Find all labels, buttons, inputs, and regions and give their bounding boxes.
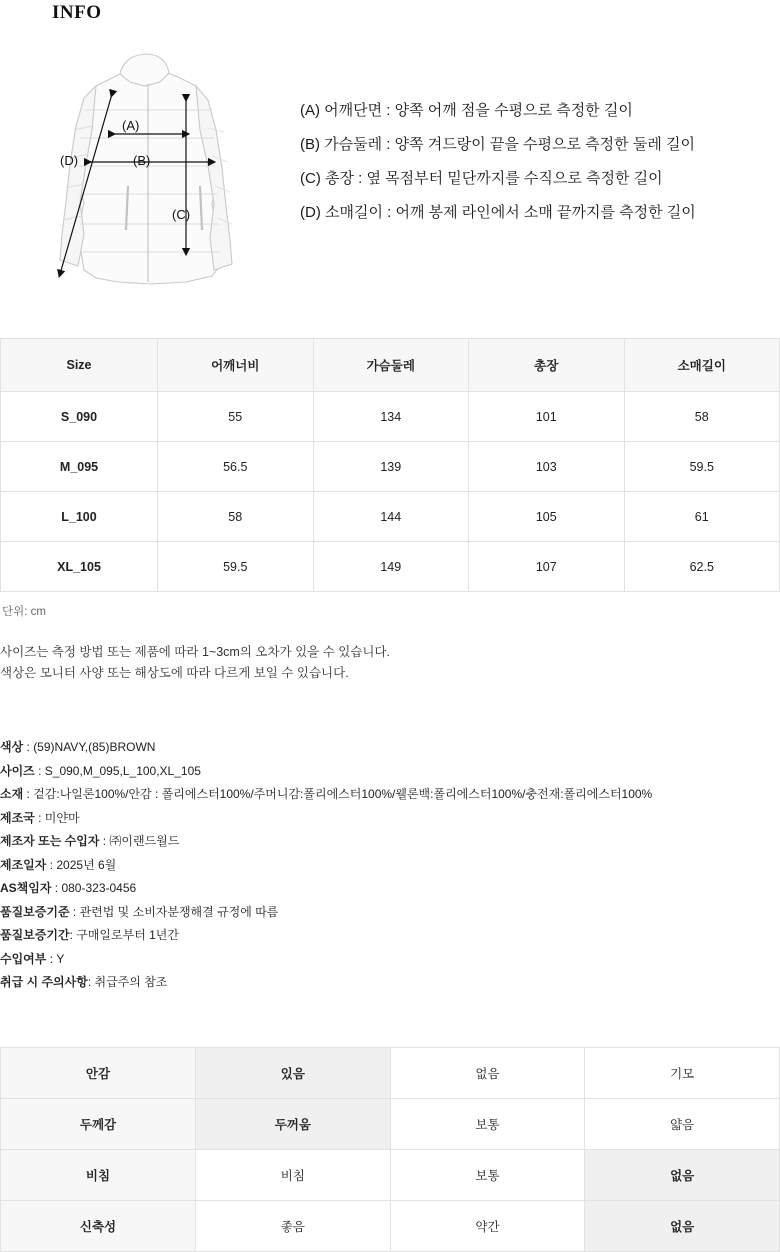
spec-value: : 미얀마 — [34, 810, 80, 825]
table-row-thickness — [1, 1098, 780, 1149]
table-row — [1, 492, 780, 542]
spec-list — [0, 736, 780, 995]
page-title: INFO — [52, 2, 102, 23]
spec-label: AS책임자 — [0, 881, 52, 895]
measurement-notes — [0, 642, 780, 684]
shoulder-cell: 59.5 — [158, 542, 314, 592]
measurement-legend — [300, 34, 780, 238]
size-table-header-shoulder: 어깨너비 — [158, 339, 314, 392]
spec-value: : 관련법 및 소비자분쟁해결 규정에 따름 — [69, 904, 279, 919]
table-row-elasticity — [1, 1200, 780, 1251]
spec-label: 수입여부 — [0, 951, 47, 966]
legend-text-c: 총장 : 옆 목점부터 밑단까지를 수직으로 측정한 길이 — [325, 170, 663, 187]
shoulder-cell: 55 — [158, 392, 314, 442]
spec-value: : 겉감:나일론100%/안감 : 폴리에스터100%/주머니감:폴리에스터100%/웰론백:폴리에스터100%/충전재:폴리에스터100% — [23, 787, 653, 801]
length-cell: 107 — [469, 542, 625, 592]
marker-a-label: (A) — [122, 118, 140, 133]
size-table-header-size: Size — [1, 339, 158, 392]
spec-label: 색상 — [0, 740, 24, 754]
size-cell: L_100 — [1, 492, 158, 542]
attr-option-elasticity-1: 약간 — [390, 1200, 585, 1251]
chest-cell: 149 — [313, 542, 469, 592]
attr-option-elasticity-0: 좋음 — [196, 1200, 391, 1251]
attr-option-lining-2: 기모 — [585, 1047, 780, 1098]
attr-label-lining: 안감 — [1, 1047, 196, 1098]
size-cell: M_095 — [1, 442, 158, 492]
spec-value: : (59)NAVY,(85)BROWN — [23, 740, 156, 754]
attr-option-lining-1: 없음 — [390, 1047, 585, 1098]
attr-option-sheerness-1: 보통 — [390, 1149, 585, 1200]
size-table-header-row — [1, 339, 780, 392]
legend-tag-a: (A) — [300, 102, 320, 119]
spec-value: : 2025년 6월 — [46, 857, 117, 872]
table-row — [1, 542, 780, 592]
attr-label-sheerness: 비침 — [1, 1149, 196, 1200]
spec-row-care — [0, 971, 780, 995]
note-line-2: 색상은 모니터 사양 또는 해상도에 따라 다르게 보일 수 있습니다. — [0, 666, 349, 680]
attr-option-sheerness-0: 비침 — [196, 1149, 391, 1200]
spec-row-manufacture-date — [0, 854, 780, 878]
chest-cell: 144 — [313, 492, 469, 542]
legend-tag-d: (D) — [300, 204, 321, 221]
size-cell: XL_105 — [1, 542, 158, 592]
legend-text-a: 어깨단면 : 양쪽 어깨 점을 수평으로 측정한 길이 — [324, 102, 633, 119]
spec-value: : 취급주의 참조 — [87, 975, 168, 989]
spec-value: : 구매일로부터 1년간 — [69, 928, 179, 942]
legend-item-c — [300, 170, 780, 187]
sleeve-cell: 62.5 — [624, 542, 780, 592]
table-row-lining — [1, 1047, 780, 1098]
attr-option-sheerness-2: 없음 — [585, 1149, 780, 1200]
size-table-header-sleeve: 소매길이 — [624, 339, 780, 392]
spec-value: : S_090,M_095,L_100,XL_105 — [34, 763, 201, 778]
attr-label-thickness: 두께감 — [1, 1098, 196, 1149]
chest-cell: 139 — [313, 442, 469, 492]
marker-c-label: (C) — [172, 207, 191, 222]
attr-option-thickness-1: 보통 — [390, 1098, 585, 1149]
jacket-diagram — [0, 34, 300, 309]
attribute-table — [0, 1047, 780, 1252]
attr-option-thickness-2: 얇음 — [585, 1098, 780, 1149]
spec-label: 품질보증기간 — [0, 928, 70, 942]
shoulder-cell: 58 — [158, 492, 314, 542]
sleeve-cell: 59.5 — [624, 442, 780, 492]
legend-text-b: 가슴둘레 : 양쪽 겨드랑이 끝을 수평으로 측정한 둘레 길이 — [324, 136, 695, 153]
legend-item-a — [300, 102, 780, 119]
table-row — [1, 392, 780, 442]
spec-label: 사이즈 — [0, 763, 35, 778]
sleeve-cell: 58 — [624, 392, 780, 442]
attr-option-elasticity-2: 없음 — [585, 1200, 780, 1251]
spec-value: : 080-323-0456 — [51, 881, 137, 895]
diagram-section — [0, 24, 780, 304]
spec-label: 소재 — [0, 787, 24, 801]
note-line-1: 사이즈는 측정 방법 또는 제품에 따라 1~3cm의 오차가 있을 수 있습니다. — [0, 645, 391, 659]
spec-row-warranty-period — [0, 924, 780, 948]
legend-tag-b: (B) — [300, 136, 320, 153]
legend-text-d: 소매길이 : 어깨 봉제 라인에서 소매 끝까지를 측정한 길이 — [325, 204, 696, 221]
sleeve-cell: 61 — [624, 492, 780, 542]
size-cell: S_090 — [1, 392, 158, 442]
marker-b-label: (B) — [133, 153, 151, 168]
legend-tag-c: (C) — [300, 170, 321, 187]
marker-d-label: (D) — [60, 153, 79, 168]
spec-value: : ㈜이랜드월드 — [99, 834, 180, 848]
spec-row-color — [0, 736, 780, 760]
length-cell: 105 — [469, 492, 625, 542]
spec-row-as-contact — [0, 877, 780, 901]
jacket-illustration-svg — [0, 34, 300, 304]
spec-label: 제조자 또는 수입자 — [0, 834, 100, 848]
spec-value: : Y — [46, 951, 65, 966]
length-cell: 101 — [469, 392, 625, 442]
spec-row-import — [0, 948, 780, 972]
table-row-sheerness — [1, 1149, 780, 1200]
attr-option-lining-0: 있음 — [196, 1047, 391, 1098]
size-table-header-length: 총장 — [469, 339, 625, 392]
legend-item-d — [300, 204, 780, 221]
spec-label: 취급 시 주의사항 — [0, 975, 88, 989]
spec-label: 제조국 — [0, 810, 35, 825]
table-row — [1, 442, 780, 492]
length-cell: 103 — [469, 442, 625, 492]
spec-label: 제조일자 — [0, 857, 47, 872]
spec-row-material — [0, 783, 780, 807]
spec-row-size — [0, 760, 780, 784]
legend-item-b — [300, 136, 780, 153]
spec-row-warranty-standard — [0, 901, 780, 925]
spec-row-country — [0, 807, 780, 831]
unit-note: 단위: cm — [2, 606, 46, 618]
chest-cell: 134 — [313, 392, 469, 442]
attr-label-elasticity: 신축성 — [1, 1200, 196, 1251]
shoulder-cell: 56.5 — [158, 442, 314, 492]
size-table-header-chest: 가슴둘레 — [313, 339, 469, 392]
spec-row-manufacturer — [0, 830, 780, 854]
spec-label: 품질보증기준 — [0, 904, 70, 919]
attr-option-thickness-0: 두꺼움 — [196, 1098, 391, 1149]
size-table — [0, 338, 780, 592]
